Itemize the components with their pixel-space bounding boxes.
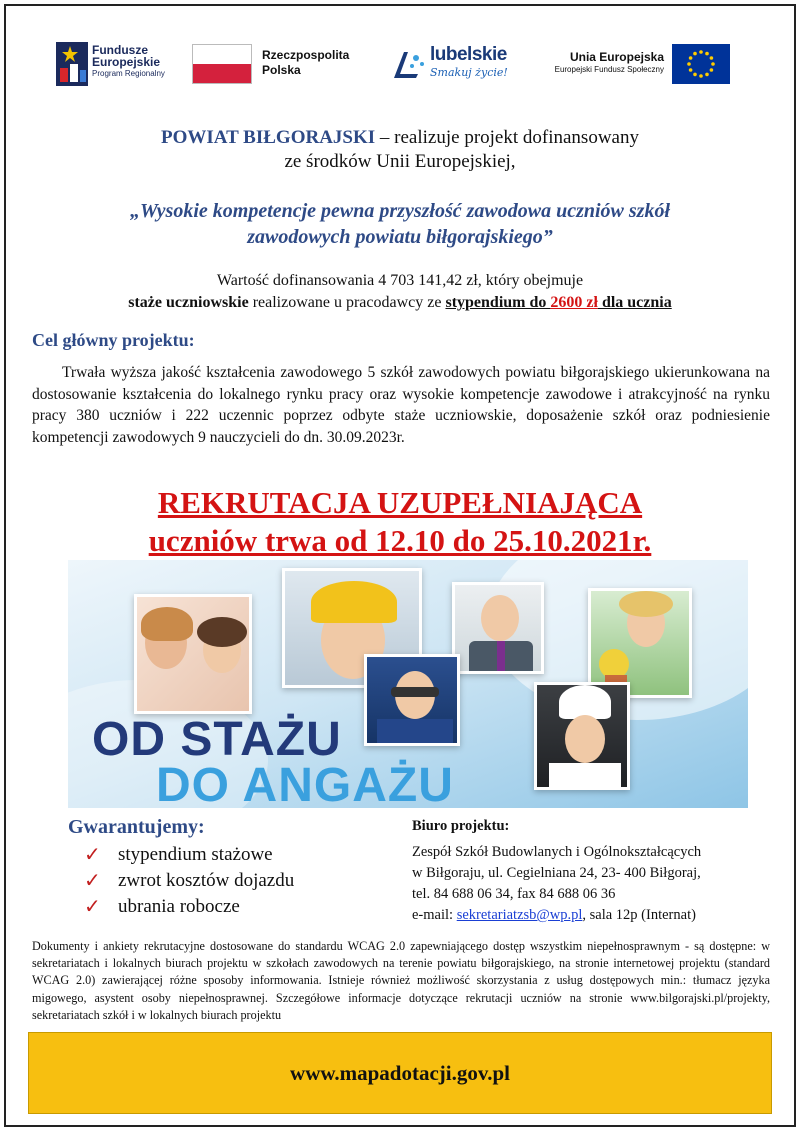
- header-intro: [40, 126, 760, 174]
- ue-line2: Europejski Fundusz Społeczny: [554, 65, 664, 74]
- goal-text: Trwała wyższa jakość kształcenia zawodowego 5 szkół zawodowych powiatu biłgorajskiego ukierunkowana na dostosowanie kształcenia do lokalnego rynku pracy oraz wysokie kompetencje zawodowe i atrakcyjność na rynku pracy 380 uczniów i 222 uczennic poprzez odbyte staże uczniowskie, doposażenie szkół oraz podniesienie kompetencji zawodowych 9 nauczycieli do dn. 30.09.2023r.: [32, 364, 770, 446]
- fe-line1: Fundusze: [92, 43, 148, 57]
- funding-per-student: dla ucznia: [597, 294, 672, 311]
- eu-flag-icon: [672, 44, 730, 84]
- header-line1-rest: – realizuje projekt dofinansowany: [375, 127, 639, 148]
- list-item: [84, 868, 294, 894]
- lubelskie-slogan: Smakuj życie!: [430, 66, 508, 79]
- office-email-link[interactable]: sekretariatzsb@wp.pl: [456, 907, 583, 923]
- funding-internships: staże uczniowskie: [128, 294, 249, 311]
- fe-line3: Program Regionalny: [92, 69, 165, 78]
- funding-mid: realizowane u pracodawcy ze: [248, 294, 446, 311]
- funding-line1: Wartość dofinansowania 4 703 141,42 zł, który obejmuje: [216, 272, 584, 289]
- rp-line1: Rzeczpospolita: [262, 48, 350, 62]
- photo-beautician: [134, 594, 252, 714]
- rp-line2: Polska: [262, 63, 301, 77]
- guarantee-item: zwrot kosztów dojazdu: [118, 870, 295, 891]
- office-line1: Zespół Szkół Budowlanych i Ogólnokształcących: [412, 844, 702, 860]
- funding-amount: 2600 zł: [550, 294, 598, 311]
- promo-banner: [68, 560, 748, 808]
- checkmark-icon: ✓: [84, 844, 101, 866]
- guarantee-heading: Gwarantujemy:: [68, 816, 205, 838]
- lubelskie-logo: [390, 38, 530, 94]
- project-office: [412, 816, 772, 926]
- photo-waiter: [452, 582, 544, 674]
- banner-slogan-line2: DO ANGAŻU: [156, 759, 454, 808]
- guarantee-item: stypendium stażowe: [118, 844, 273, 865]
- guarantee-item: ubrania robocze: [118, 896, 240, 917]
- office-room: , sala 12p (Internat): [582, 907, 696, 923]
- recruitment-dates: uczniów trwa od 12.10 do 25.10.2021r.: [148, 523, 652, 558]
- lubelskie-mark-icon: [390, 48, 426, 82]
- website-banner: [28, 1032, 772, 1114]
- office-email-label: e-mail:: [412, 907, 457, 923]
- documents-info: Dokumenty i ankiety rekrutacyjne dostosowane do standardu WCAG 2.0 zapewniającego dostęp wszystkim niepełnosprawnym - są dostępne: w sekretariatach i lokalnych biurach projektu w szkołach zawodowych na terenie powiatu biłgorajskiego, na stronie internetowej projektu (standard WCAG 2.0) zawierającej różne sposoby informowania. Istnieje również możliwość skorzystania z usług dostępowych min.: tłumacz języka migowego, asystent osoby niepełnosprawnej. Szczegółowe informacje dotyczące rekrutacji uczniów na stronie www.bilgorajski.pl/projekty, sekretariatach szkół i w lokalnych biurach projektu: [32, 939, 770, 1022]
- project-title-line2: zawodowych powiatu biłgorajskiego”: [247, 226, 553, 248]
- project-title: [40, 198, 760, 250]
- checkmark-icon: ✓: [84, 896, 101, 918]
- photo-chef: [534, 682, 630, 790]
- org-name: POWIAT BIŁGORAJSKI: [161, 127, 376, 148]
- checkmark-icon: ✓: [84, 870, 101, 892]
- fe-line2: Europejskie: [92, 55, 161, 69]
- rzeczpospolita-logo: [192, 38, 372, 94]
- office-heading: Biuro projektu:: [412, 818, 510, 834]
- funding-stipend-label: stypendium do: [445, 294, 551, 311]
- ue-line1: Unia Europejska: [569, 50, 664, 64]
- office-phone: tel. 84 688 06 34, fax 84 688 06 36: [412, 886, 616, 902]
- goal-heading: Cel główny projektu:: [32, 330, 195, 350]
- list-item: [84, 894, 294, 920]
- unia-europejska-logo: [540, 38, 746, 94]
- fe-logo-icon: [56, 42, 88, 86]
- recruitment-heading: REKRUTACJA UZUPEŁNIAJĄCA: [157, 485, 643, 520]
- logo-strip: [56, 38, 746, 94]
- website-url: www.mapadotacji.gov.pl: [290, 1061, 510, 1085]
- polish-flag-icon: [192, 44, 252, 84]
- fundusze-europejskie-logo: [56, 38, 186, 94]
- guarantee-list: [84, 842, 294, 920]
- lubelskie-name: lubelskie: [430, 44, 507, 65]
- header-line2: ze środków Unii Europejskiej,: [284, 151, 516, 172]
- photo-welder: [364, 654, 460, 746]
- list-item: [84, 842, 294, 868]
- funding-info: [40, 270, 760, 314]
- office-line2: w Biłgoraju, ul. Cegielniana 24, 23- 400 Biłgoraj,: [412, 865, 701, 881]
- project-title-line1: „Wysokie kompetencje pewna przyszłość zawodowa uczniów szkół: [129, 200, 671, 222]
- banner-slogan-line1: OD STAŻU: [92, 713, 342, 766]
